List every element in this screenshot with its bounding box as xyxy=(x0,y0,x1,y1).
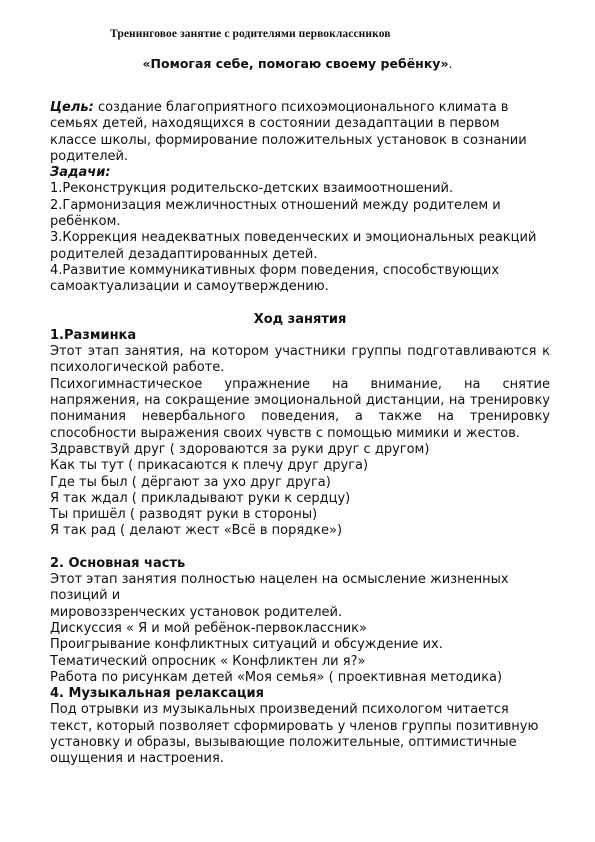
section1-exercise: Психогимнастическое упражнение на внимание, на снятие напряжения, на сокращение эмоциональной дистанции, на тренировку понимания невербального поведения, а также на тренировку способности выражения своих чувств с помощью мимики и жестов. xyxy=(50,376,550,441)
section2-line: Проигрывание конфликтных ситуаций и обсуждение их. xyxy=(50,637,443,653)
section4-heading: 4. Музыкальная релаксация xyxy=(50,686,265,702)
course-heading: Ход занятия xyxy=(253,311,347,327)
section2-line: Тематический опросник « Конфликтен ли я?» xyxy=(50,653,366,669)
goal-label: Цель: xyxy=(50,100,94,115)
document-body xyxy=(50,100,550,768)
task-item: 3.Коррекция неадекватных поведенческих и эмоциональных реакций родителей дезадаптированных детей. xyxy=(50,230,537,262)
warmup-line: Как ты тут ( прикасаются к плечу друг друга) xyxy=(50,458,369,474)
spacer xyxy=(50,540,550,556)
warmup-line: Где ты был ( дёргают за ухо друг друга) xyxy=(50,474,331,490)
section2-line: мировоззренческих установок родителей. xyxy=(50,604,343,620)
warmup-line: Здравствуй друг ( здороваются за руки друг с другом) xyxy=(50,441,430,457)
section1-intro: Этот этап занятия, на котором участники группы подготавливаются к психологической работе. xyxy=(50,344,550,376)
warmup-line: Я так ждал ( прикладывают руки к сердцу) xyxy=(50,490,351,506)
section2-heading: 2. Основная часть xyxy=(50,555,186,571)
goal-paragraph xyxy=(50,100,550,165)
task-item: 4.Развитие коммуникативных форм поведения, способствующих самоактуализации и самоутверждению. xyxy=(50,262,500,295)
section2-line: Этот этап занятия полностью нацелен на осмысление жизненных позиций и xyxy=(50,572,509,604)
subtitle-tail: . xyxy=(448,56,453,71)
section2-line: Работа по рисункам детей «Моя семья» ( проективная методика) xyxy=(50,669,503,685)
goal-text: создание благоприятного психоэмоционального климата в семьях детей, находящихся в состоянии дезадаптации в первом классе школы, формирование положительных установок в сознании родителей. xyxy=(50,100,527,164)
warmup-line: Я так рад ( делают жест «Всё в порядке») xyxy=(50,523,343,539)
task-item: 1.Реконструкция родительско-детских взаимоотношений. xyxy=(50,181,454,197)
subtitle-main: «Помогая себе, помогаю своему ребёнку» xyxy=(142,56,449,71)
document-title: Тренинговое занятие с родителями первоклассников xyxy=(110,28,391,40)
section4-text: Под отрывки из музыкальных произведений психологом читается текст, который позволяет сформировать у членов группы позитивную установку и образы, вызывающие положительные, оптимистичные ощущения и настроения. xyxy=(50,702,539,767)
document-subtitle xyxy=(0,56,595,71)
section1-heading: 1.Разминка xyxy=(50,327,137,343)
section2-line: Дискуссия « Я и мой ребёнок-первоклассник» xyxy=(50,620,367,636)
spacer xyxy=(50,296,550,312)
warmup-line: Ты пришёл ( разводят руки в стороны) xyxy=(50,507,318,523)
tasks-label: Задачи: xyxy=(50,165,111,181)
task-item: 2.Гармонизация межличностных отношений между родителем и ребёнком. xyxy=(50,197,501,230)
